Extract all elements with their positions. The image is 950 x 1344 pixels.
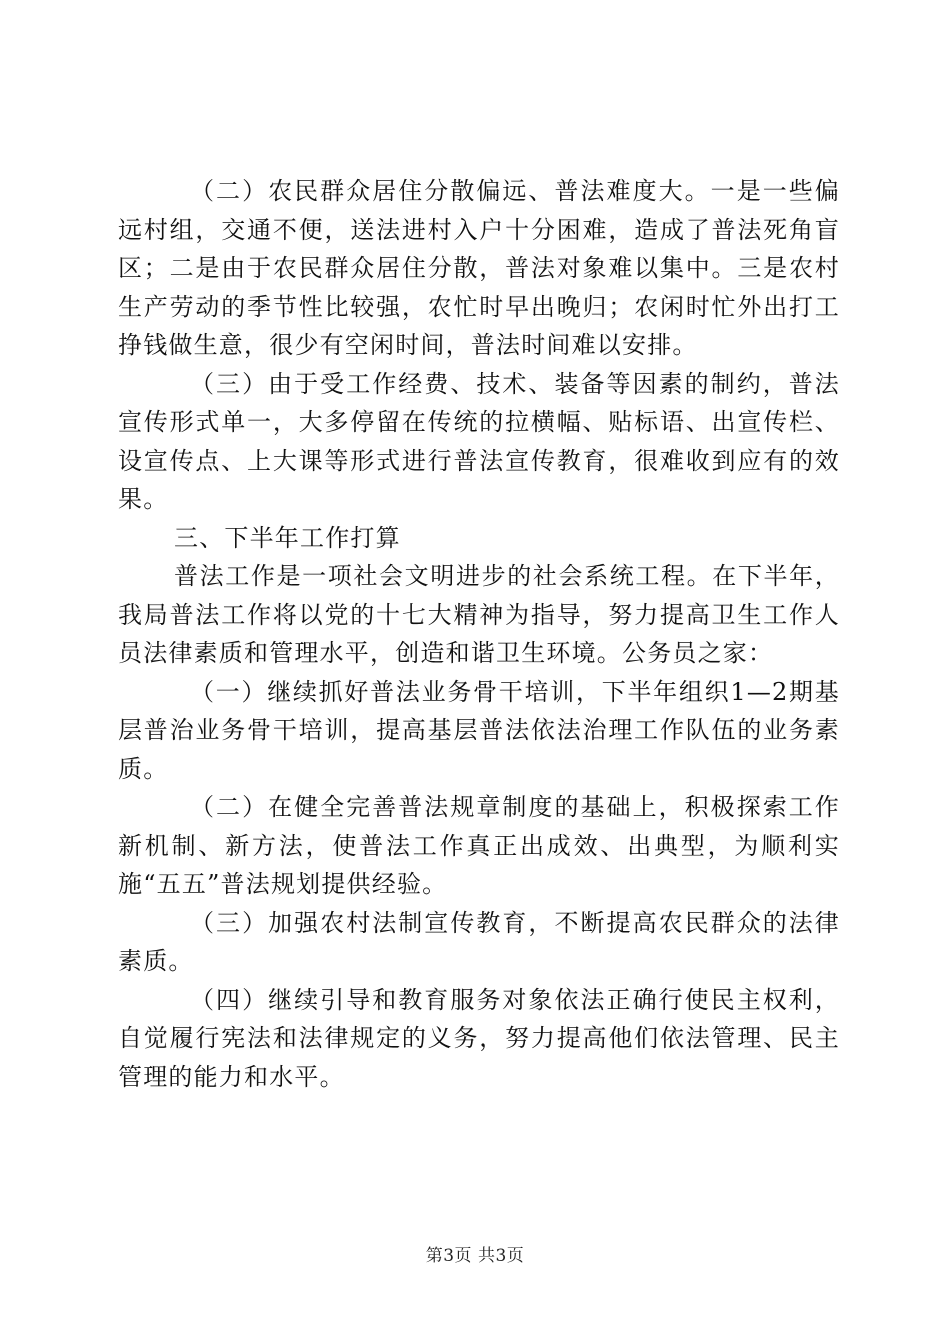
paragraph-plan-item-3: （三）加强农村法制宣传教育，不断提高农民群众的法律素质。: [118, 908, 840, 975]
paragraph-residence-dispersed: （二）农民群众居住分散偏远、普法难度大。一是一些偏远村组，交通不便，送法进村入户十分困难，造成了普法死角盲区；二是由于农民群众居住分散，普法对象难以集中。三是农村生产劳动的季节性比较强，农忙时早出晚归；农闲时忙外出打工挣钱做生意，很少有空闲时间，普法时间难以安排。: [118, 177, 840, 359]
paragraph-plan-item-4: （四）继续引导和教育服务对象依法正确行使民主权利，自觉履行宪法和法律规定的义务，努力提高他们依法管理、民主管理的能力和水平。: [118, 985, 840, 1091]
page-number-footer: 第3页 共3页: [425, 1246, 525, 1266]
paragraph-plan-item-1: （一）继续抓好普法业务骨干培训，下半年组织1—2期基层普治业务骨干培训，提高基层普法依法治理工作队伍的业务素质。: [118, 677, 840, 783]
section-heading-second-half-plan: 三、下半年工作打算: [174, 523, 401, 552]
document-body: [118, 172, 840, 1096]
paragraph-plan-intro: 普法工作是一项社会文明进步的社会系统工程。在下半年，我局普法工作将以党的十七大精神为指导，努力提高卫生工作人员法律素质和管理水平，创造和谐卫生环境。公务员之家：: [118, 562, 840, 667]
paragraph-funding-constraints: （三）由于受工作经费、技术、装备等因素的制约，普法宣传形式单一，大多停留在传统的拉横幅、贴标语、出宣传栏、设宣传点、上大课等形式进行普法宣传教育，很难收到应有的效果。: [118, 369, 840, 513]
paragraph-plan-item-2: （二）在健全完善普法规章制度的基础上，积极探索工作新机制、新方法，使普法工作真正出成效、出典型，为顺利实施“五五”普法规划提供经验。: [118, 793, 840, 898]
